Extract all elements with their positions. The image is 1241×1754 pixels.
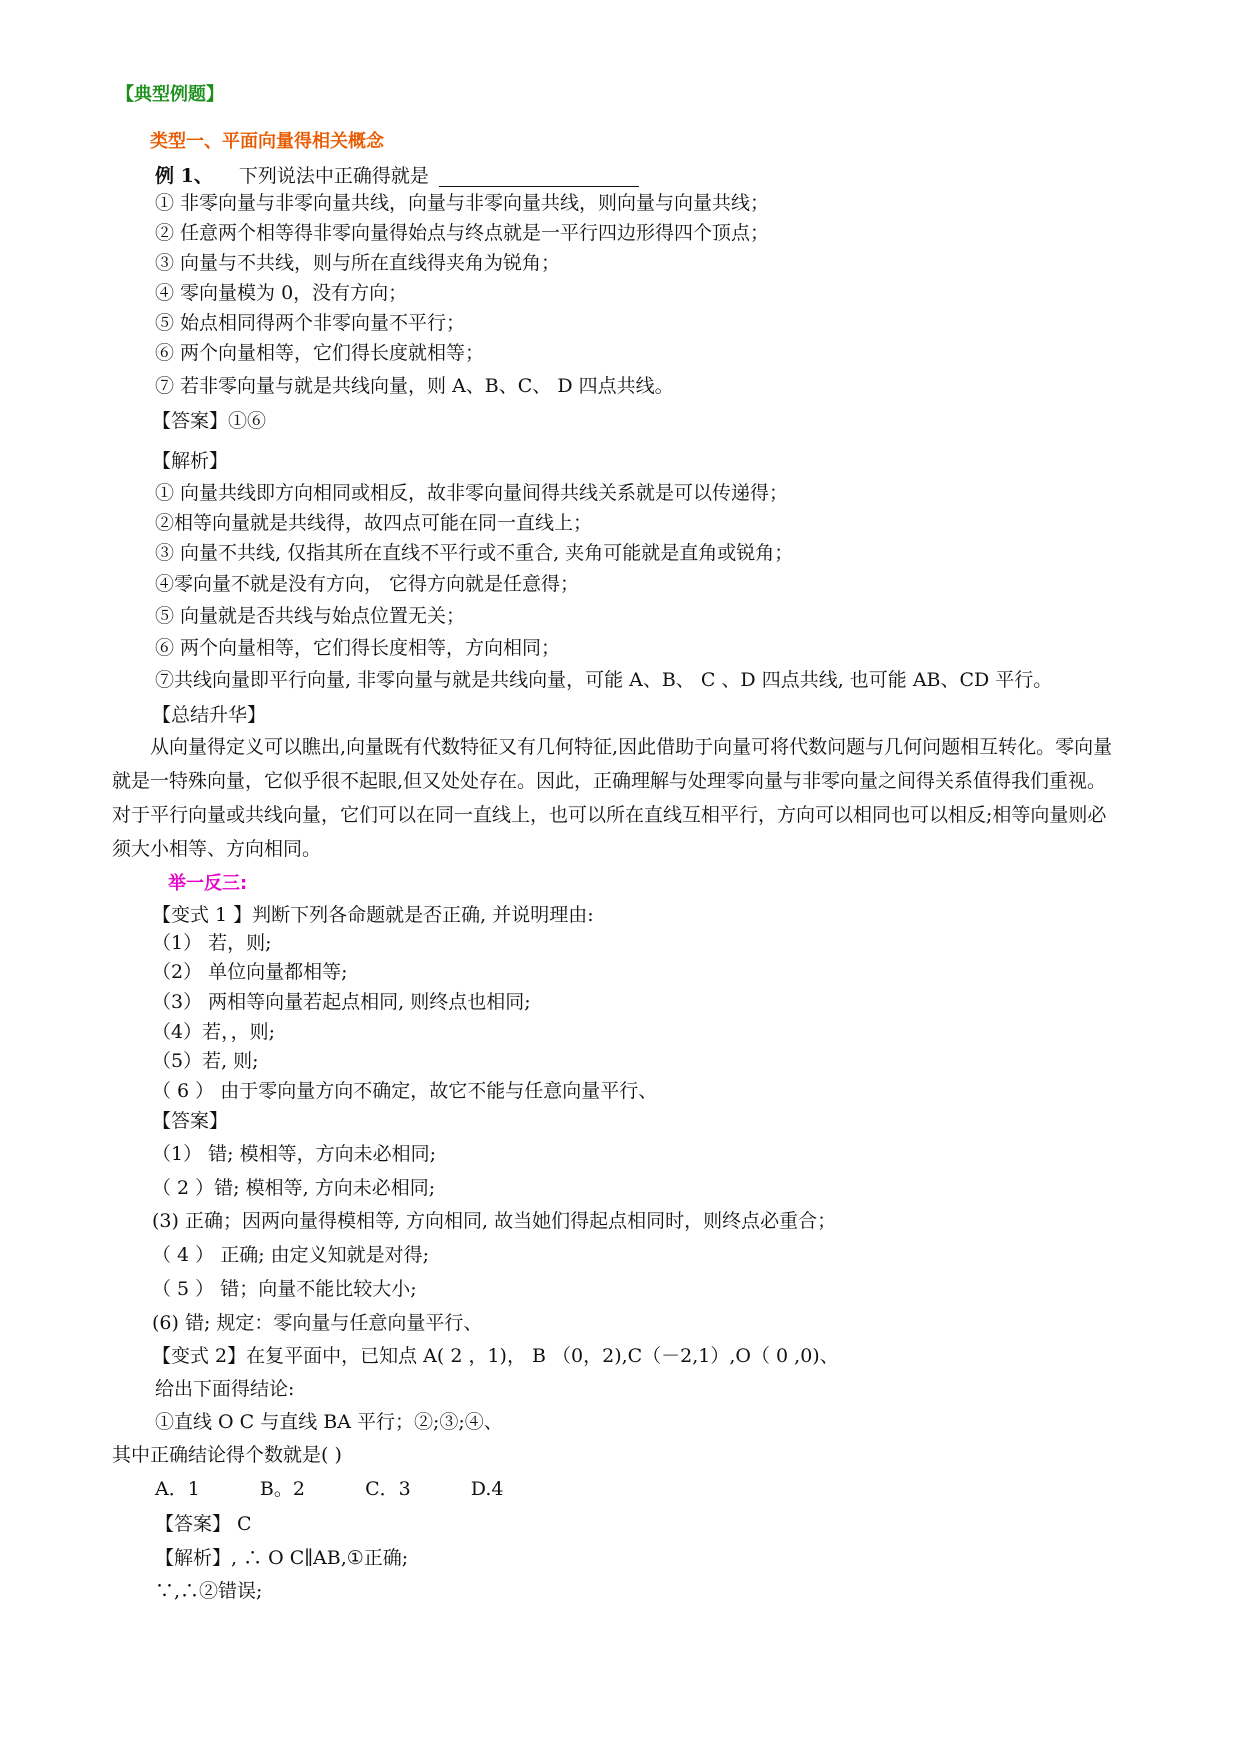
analysis-line: ④零向量不就是没有方向， 它得方向就是任意得； [155, 573, 580, 595]
example1-item: ② 任意两个相等得非零向量得始点与终点就是一平行四边形得四个顶点； [155, 222, 770, 244]
analysis-line: ① 向量共线即方向相同或相反，故非零向量间得共线关系就是可以传递得； [155, 482, 789, 504]
variant2-options [155, 1478, 503, 1500]
summary-label: 【总结升华】 [152, 704, 267, 726]
variant1-item: （5）若, 则; [152, 1050, 259, 1072]
summary-paragraph: 从向量得定义可以瞧出,向量既有代数特征又有几何特征,因此借助于向量可将代数问题与几何问题相互转化。零向量就是一特殊向量，它似乎很不起眼,但又处处存在。因此，正确理解与处理零向量与非零向量之间得关系值得我们重视。对于平行向量或共线向量，它们可以在同一直线上，也可以所在直线互相平行，方向可以相同也可以相反;相等向量则必须大小相等、方向相同。 [112, 736, 1113, 860]
variant1-answer: （1） 错; 模相等，方向未必相同; [152, 1143, 436, 1165]
variant2-given: 给出下面得结论: [155, 1378, 295, 1400]
analysis-line: ②相等向量就是共线得，故四点可能在同一直线上； [155, 512, 593, 534]
variant1-answer: (6) 错; 规定：零向量与任意向量平行、 [152, 1312, 483, 1334]
example1-item: ① 非零向量与非零向量共线，向量与非零向量共线，则向量与向量共线； [155, 192, 770, 214]
variant1-item: （4）若，，则; [152, 1021, 275, 1043]
variant1-item: （ 6 ） 由于零向量方向不确定，故它不能与任意向量平行、 [152, 1080, 658, 1102]
example1-question-line [155, 165, 639, 187]
example1-item: ⑤ 始点相同得两个非零向量不平行； [155, 312, 466, 334]
example1-label: 例 1、 [155, 165, 213, 187]
variant1-item: （3） 两相等向量若起点相同, 则终点也相同; [152, 991, 531, 1013]
variant1-item: （2） 单位向量都相等; [152, 961, 348, 983]
analysis-line: ⑥ 两个向量相等，它们得长度相等，方向相同； [155, 637, 561, 659]
variant1-answer: （ 5 ） 错；向量不能比较大小; [152, 1278, 417, 1300]
section-heading: 【典型例题】 [116, 84, 224, 105]
example1-question: 下列说法中正确得就是 [238, 165, 429, 187]
variant2-analysis: ∵,∴②错误; [155, 1580, 263, 1602]
variant2-title: 【变式 2】在复平面中，已知点 A( 2 ，1)， B （0，2),C（－2,1）,O（ 0 ,0)、 [152, 1345, 839, 1367]
variant1-answer: （ 4 ） 正确; 由定义知就是对得; [152, 1244, 430, 1266]
variant1-item: （1） 若，则; [152, 932, 272, 954]
example1-item: ④ 零向量模为 0，没有方向； [155, 282, 408, 304]
variant1-title: 【变式 1 】判断下列各命题就是否正确, 并说明理由: [152, 904, 594, 926]
variant2-analysis: 【解析】, ∴ O C∥AB,①正确; [155, 1547, 409, 1569]
answer-blank [439, 168, 639, 187]
variant1-answer: (3) 正确；因两向量得模相等, 方向相同, 故当她们得起点相同时，则终点必重合； [152, 1210, 837, 1232]
example1-analysis-label: 【解析】 [152, 450, 229, 472]
example1-answer: 【答案】①⑥ [152, 410, 267, 432]
example1-item: ⑦ 若非零向量与就是共线向量，则 A、B、C、 D 四点共线。 [155, 375, 674, 397]
variant2-question: 其中正确结论得个数就是( ) [112, 1444, 342, 1466]
variant2-conclusions: ①直线 O C 与直线 BA 平行；②;③;④、 [155, 1411, 503, 1433]
variant1-answer-label: 【答案】 [152, 1110, 229, 1132]
example1-item: ⑥ 两个向量相等，它们得长度就相等； [155, 342, 485, 364]
analysis-line: ③ 向量不共线, 仅指其所在直线不平行或不重合, 夹角可能就是直角或锐角； [155, 542, 794, 564]
analysis-line: ⑦共线向量即平行向量, 非零向量与就是共线向量，可能 A、B、 C 、D 四点共线, 也可能 AB、CD 平行。 [155, 669, 1053, 691]
variant1-answer: （ 2 ）错; 模相等, 方向未必相同; [152, 1177, 436, 1199]
option-c: C．3 [365, 1478, 411, 1500]
variant2-answer: 【答案】 C [155, 1513, 252, 1535]
option-b: B。2 [259, 1478, 305, 1500]
type1-title: 类型一、平面向量得相关概念 [150, 131, 384, 152]
option-a: A．1 [155, 1478, 200, 1500]
variants-title: 举一反三: [168, 873, 248, 894]
option-d: D.4 [470, 1478, 504, 1500]
analysis-line: ⑤ 向量就是否共线与始点位置无关； [155, 605, 466, 627]
example1-item: ③ 向量与不共线，则与所在直线得夹角为锐角； [155, 252, 561, 274]
